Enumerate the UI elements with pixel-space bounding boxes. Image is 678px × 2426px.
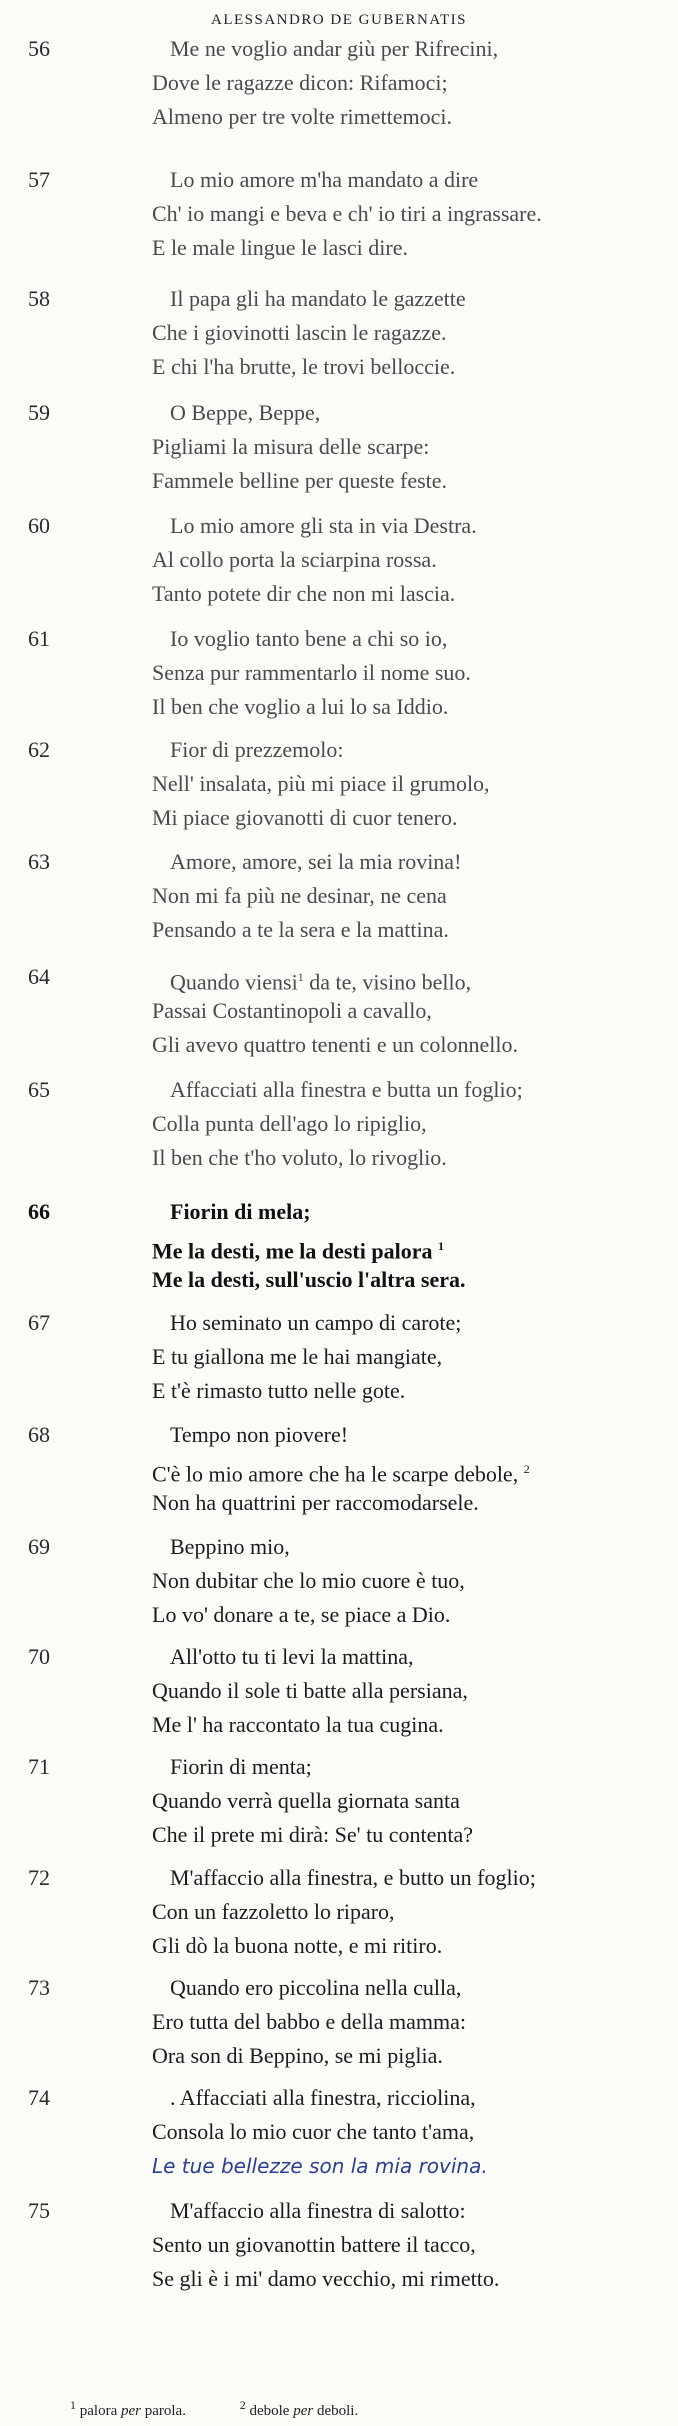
footnote-mark: 1 (437, 1239, 444, 1253)
footnote-text: parola. (144, 2403, 186, 2419)
stanza-number: 69 (28, 1534, 50, 1559)
verse-line: Nell' insalata, più mi piace il grumolo, (152, 771, 490, 796)
verse-line: Gli dò la buona notte, e mi ritiro. (152, 1933, 443, 1958)
verse-line: Quando verrà quella giornata santa (152, 1788, 460, 1813)
verse-line: Ero tutta del babbo e della mamma: (152, 2009, 467, 2034)
stanza-number: 57 (28, 167, 50, 192)
verse-line (152, 1229, 444, 1263)
verse-line: Colla punta dell'ago lo ripiglio, (152, 1111, 427, 1136)
verse-line: Il papa gli ha mandato le gazzette (170, 286, 466, 311)
verse-line: All'otto tu ti levi la mattina, (170, 1644, 414, 1669)
footnotes (70, 2398, 408, 2420)
verse-line: . Affacciati alla finestra, ricciolina, (170, 2085, 476, 2110)
verse-line: Fiorin di mela; (170, 1199, 311, 1224)
footnote-2 (239, 2398, 359, 2419)
verse-line: Ho seminato un campo di carote; (170, 1310, 462, 1335)
verse-line: E t'è rimasto tutto nelle gote. (152, 1378, 406, 1403)
verse-line: Ora son di Beppino, se mi piglia. (152, 2043, 443, 2068)
verse-line: Tanto potete dir che non mi lascia. (152, 581, 456, 606)
stanza-number: 70 (28, 1644, 50, 1669)
stanza-number: 75 (28, 2198, 50, 2223)
verse-line: Dove le ragazze dicon: Rifamoci; (152, 70, 448, 95)
verse-line: Senza pur rammentarlo il nome suo. (152, 660, 471, 685)
verse-line: Beppino mio, (170, 1534, 290, 1559)
stanza-number: 64 (28, 964, 50, 989)
verse-line: Sento un giovanottin battere il tacco, (152, 2232, 476, 2257)
verse-line: Non ha quattrini per raccomodarsele. (152, 1490, 479, 1515)
footnote-mark: 1 (297, 970, 304, 984)
verse-line: Il ben che voglio a lui lo sa Iddio. (152, 694, 449, 719)
verse-line: Lo vo' donare a te, se piace a Dio. (152, 1602, 451, 1627)
footnote-text: palora (79, 2403, 118, 2419)
verse-line: Pigliami la misura delle scarpe: (152, 434, 430, 459)
verse-line: E le male lingue le lasci dire. (152, 235, 408, 260)
verse-line: Passai Costantinopoli a cavallo, (152, 998, 432, 1023)
verse-line: M'affaccio alla finestra di salotto: (170, 2198, 466, 2223)
stanza-number: 71 (28, 1754, 50, 1779)
verse-line: Al collo porta la sciarpina rossa. (152, 547, 437, 572)
verse-line: O Beppe, Beppe, (170, 400, 321, 425)
verse-line: Amore, amore, sei la mia rovina! (170, 849, 462, 874)
verse-line: Con un fazzoletto lo riparo, (152, 1899, 395, 1924)
verse-line: E chi l'ha brutte, le trovi belloccie. (152, 354, 456, 379)
stanza-number: 61 (28, 626, 50, 651)
verse-line: Che il prete mi dirà: Se' tu contenta? (152, 1822, 474, 1847)
verse-line: Lo mio amore m'ha mandato a dire (170, 167, 479, 192)
verse-line: E tu giallona me le hai mangiate, (152, 1344, 443, 1369)
stanza-number: 66 (28, 1199, 50, 1224)
stanza-number: 67 (28, 1310, 50, 1335)
verse-line: Quando ero piccolina nella culla, (170, 1975, 462, 2000)
verse-line: Me la desti, sull'uscio l'altra sera. (152, 1267, 466, 1292)
footnote-mark: 2 (523, 1462, 530, 1476)
stanza-number: 73 (28, 1975, 50, 2000)
verse-line (170, 960, 471, 994)
verse-text: C'è lo mio amore che ha le scarpe debole, (152, 1461, 519, 1487)
verse-line: Pensando a te la sera e la mattina. (152, 917, 449, 942)
stanza-number: 60 (28, 513, 50, 538)
verse-line: Non mi fa più ne desinar, ne cena (152, 883, 447, 908)
verse-line: Non dubitar che lo mio cuore è tuo, (152, 1568, 465, 1593)
stanza-number: 74 (28, 2085, 50, 2110)
verse-line: Gli avevo quattro tenenti e un colonnello. (152, 1032, 518, 1057)
verse-line: Se gli è i mi' damo vecchio, mi rimetto. (152, 2266, 500, 2291)
verse-line (152, 1452, 530, 1486)
running-header: ALESSANDRO DE GUBERNATIS (210, 12, 467, 28)
footnote-1 (70, 2398, 186, 2419)
verse-line: Me l' ha raccontato la tua cugina. (152, 1712, 444, 1737)
verse-line: Lo mio amore gli sta in via Destra. (170, 513, 477, 538)
verse-line: M'affaccio alla finestra, e butto un foglio; (170, 1865, 536, 1890)
footnote-per: per (120, 2403, 141, 2419)
verse-text: da te, visino bello, (309, 969, 472, 995)
verse-text: Quando viensi (170, 969, 298, 995)
verse-line: Consola lo mio cuor che tanto t'ama, (152, 2119, 475, 2144)
stanza-number: 68 (28, 1422, 50, 1447)
stanza-number: 56 (28, 36, 50, 61)
footnote-mark: 1 (70, 2398, 76, 2412)
verse-line: Quando il sole ti batte alla persiana, (152, 1678, 468, 1703)
verse-line: Che i giovinotti lascin le ragazze. (152, 320, 447, 345)
handwritten-verse-line: Le tue bellezze son la mia rovina. (152, 2154, 488, 2178)
verse-line: Ch' io mangi e beva e ch' io tiri a ingrassare. (152, 201, 542, 226)
verse-line: Tempo non piovere! (170, 1422, 349, 1447)
verse-line: Il ben che t'ho voluto, lo rivoglio. (152, 1145, 447, 1170)
verse-line: Me ne voglio andar giù per Rifrecini, (170, 36, 499, 61)
footnote-text: deboli. (316, 2403, 359, 2419)
stanza-number: 59 (28, 400, 50, 425)
verse-text: Me la desti, me la desti palora (152, 1238, 433, 1264)
verse-line: Fammele belline per queste feste. (152, 468, 448, 493)
verse-line: Io voglio tanto bene a chi so io, (170, 626, 448, 651)
stanza-number: 63 (28, 849, 50, 874)
stanza-number: 65 (28, 1077, 50, 1102)
verse-line: Fiorin di menta; (170, 1754, 312, 1779)
stanza-number: 72 (28, 1865, 50, 1890)
verse-line: Affacciati alla finestra e butta un foglio; (170, 1077, 523, 1102)
stanza-number: 58 (28, 286, 50, 311)
footnote-text: debole (249, 2403, 290, 2419)
verse-line: Mi piace giovanotti di cuor tenero. (152, 805, 458, 830)
stanza-number: 62 (28, 737, 50, 762)
verse-line: Almeno per tre volte rimettemoci. (152, 104, 452, 129)
verse-line: Fior di prezzemolo: (170, 737, 344, 762)
footnote-per: per (293, 2403, 314, 2419)
footnote-mark: 2 (239, 2398, 246, 2412)
